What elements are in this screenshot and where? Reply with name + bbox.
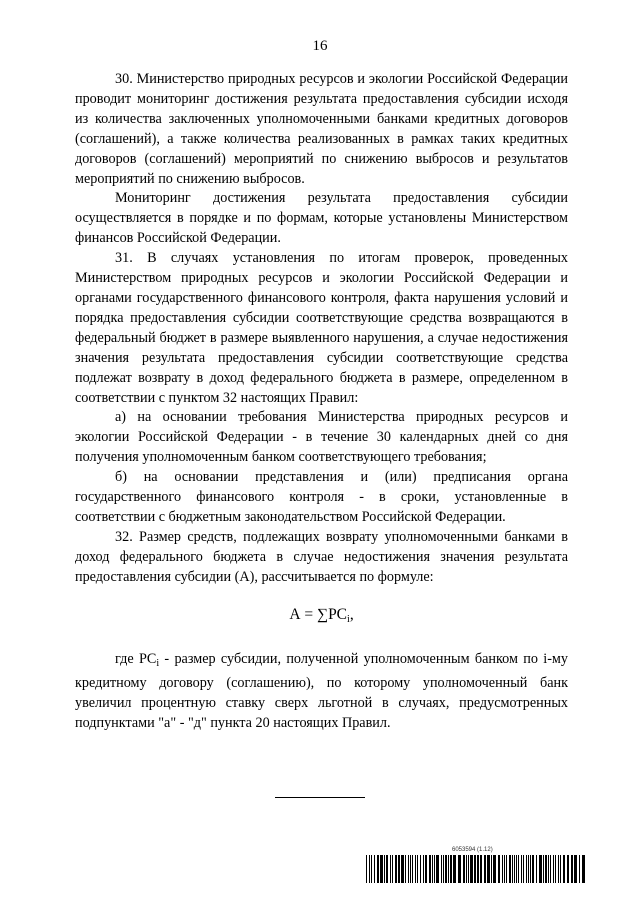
paragraph-monitoring: Мониторинг достижения результата предоставления субсидии осуществляется в порядке и по формам, которые установлены Министерством финансов Российской Федерации. <box>75 190 568 247</box>
paragraph-definition <box>75 650 568 734</box>
formula-term: PC <box>328 605 348 623</box>
definition-text: - размер субсидии, полученной уполномоченным банком по i-му кредитному договору (соглашению), по которому уполномоченный банк увеличил процентную ставку сверх льготной в случаях, предусмотренных подпунктами "а" - "д" пункта 20 настоящих Правил. <box>75 651 569 732</box>
definition-lead: где PC <box>115 651 157 668</box>
paragraph-31: 31. В случаях установления по итогам проверок, проведенных Министерством природных ресурсов и экологии Российской Федерации и органами государственного финансового контроля, факта нарушения условий и порядка предоставления субсидии соответствующие средства возвращаются в федеральный бюджет в размере выявленного нарушения, а случае недостижения значения результата предоставления субсидии соответствующие средства подлежат возврату в доход федерального бюджета в размере, определенном в соответствии с пунктом 32 настоящих Правил: <box>75 250 568 406</box>
formula <box>75 605 568 630</box>
barcode-label: 6053594 (1.12) <box>452 847 493 853</box>
formula-index: i <box>347 613 350 625</box>
barcode-image <box>366 855 586 883</box>
sum-symbol: ∑ <box>317 605 329 623</box>
formula-tail: , <box>349 605 354 623</box>
definition-index: i <box>156 658 160 670</box>
document-body <box>75 70 568 734</box>
paragraph-30: 30. Министерство природных ресурсов и экологии Российской Федерации проводит мониторинг достижения результата предоставления субсидии исходя из количества заключенных уполномоченными банками кредитных договоров (соглашений), а также количества реализованных в рамках таких кредитных договоров (соглашений) мероприятий по снижению выбросов и результатов мероприятий по снижению выбросов. <box>75 71 568 187</box>
paragraph-31b: б) на основании представления и (или) предписания органа государственного финансового контроля - в сроки, установленные в соответствии с бюджетным законодательством Российской Федерации. <box>75 469 568 525</box>
paragraph-32: 32. Размер средств, подлежащих возврату уполномоченными банками в доход федерального бюджета в случае недостижения значения результата предоставления субсидии (А), рассчитывается по формуле: <box>75 528 568 585</box>
formula-lhs: А = <box>289 605 317 623</box>
paragraph-31a: а) на основании требования Министерства природных ресурсов и экологии Российской Федерации - в течение 30 календарных дней со дня получения уполномоченным банком соответствующего требования; <box>75 409 568 466</box>
page-number: 16 <box>312 38 328 54</box>
footer-rule <box>275 797 365 798</box>
